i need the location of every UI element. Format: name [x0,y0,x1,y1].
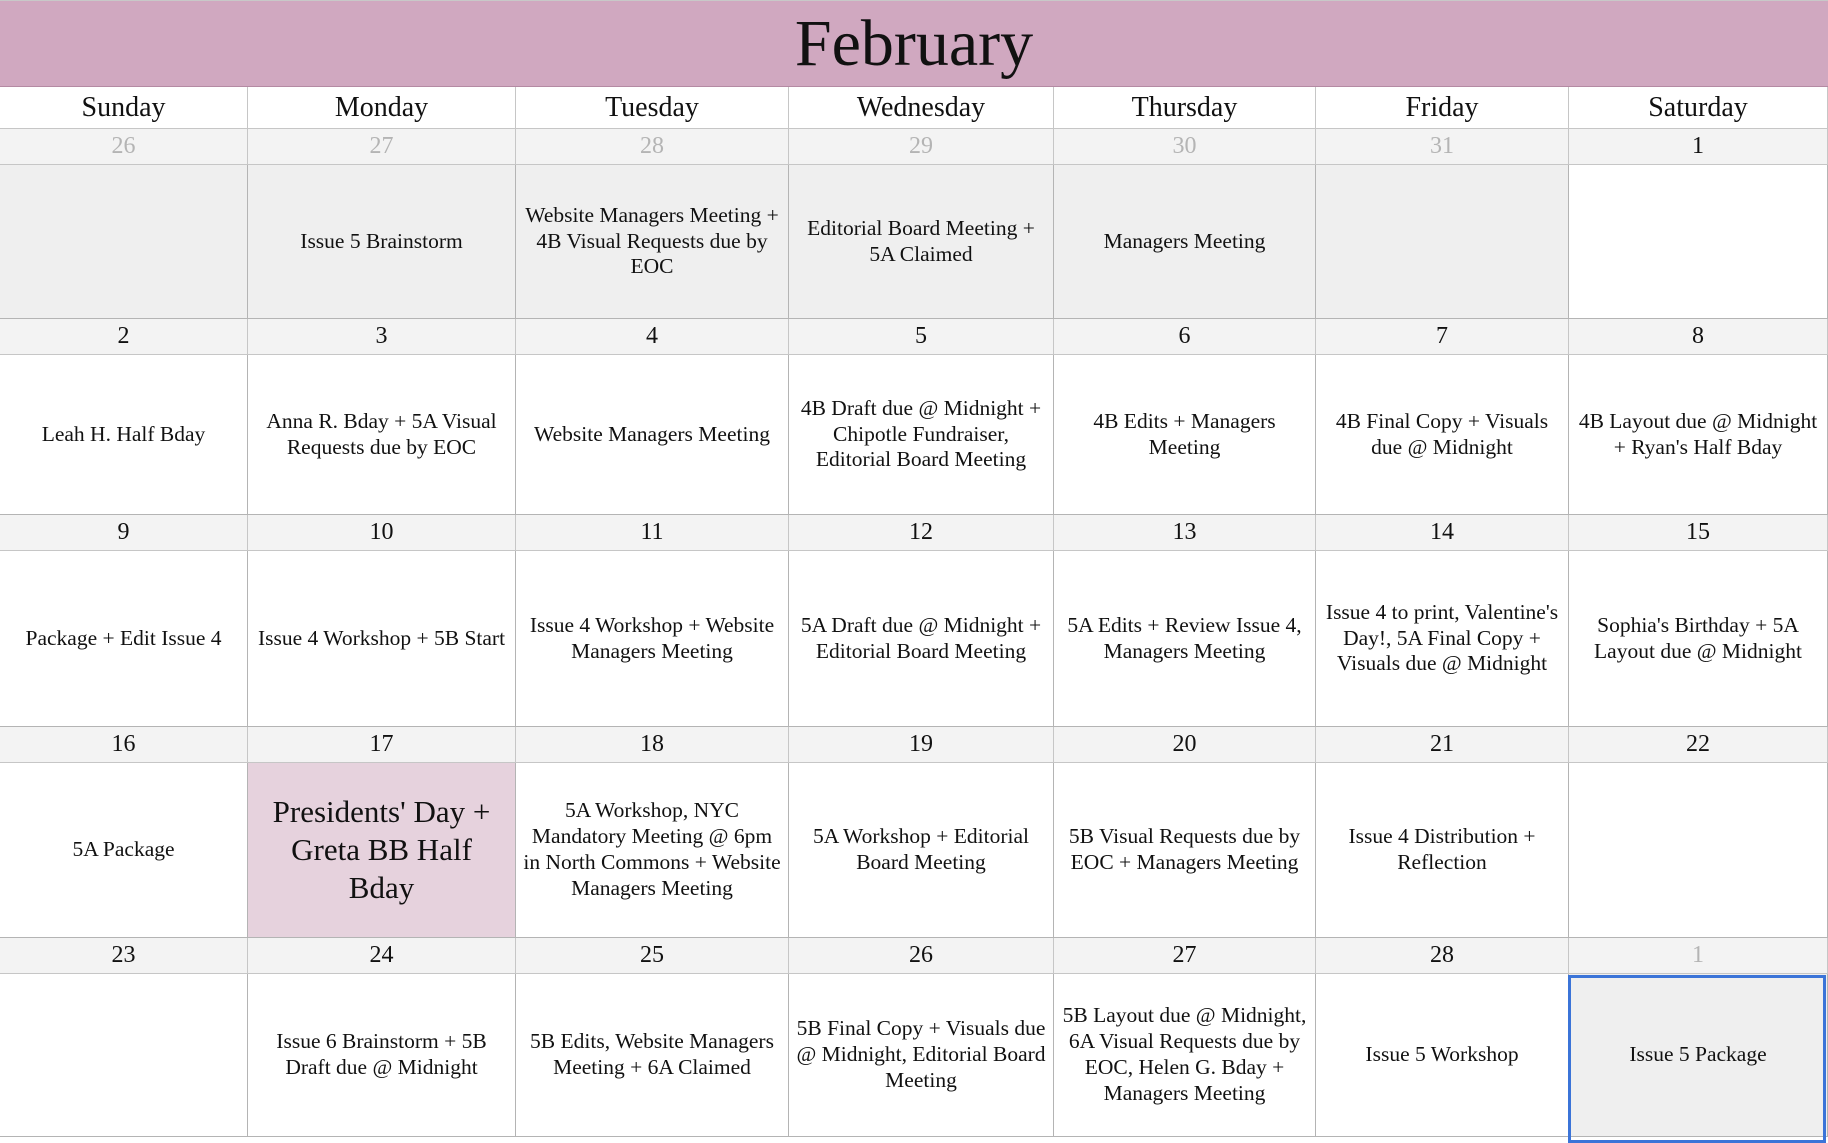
event-cell[interactable]: 4B Draft due @ Midnight + Chipotle Fundraiser, Editorial Board Meeting [789,355,1054,515]
event-cell[interactable]: Editorial Board Meeting + 5A Claimed [789,165,1054,319]
date-cell[interactable]: 23 [0,938,248,974]
date-cell[interactable]: 26 [0,129,248,165]
date-cell[interactable]: 17 [248,727,516,763]
event-cell[interactable] [0,974,248,1137]
date-cell[interactable]: 27 [1054,938,1316,974]
date-cell[interactable]: 26 [789,938,1054,974]
event-cell[interactable]: Managers Meeting [1054,165,1316,319]
day-header-friday[interactable]: Friday [1316,87,1569,129]
date-cell[interactable]: 21 [1316,727,1569,763]
day-header-monday[interactable]: Monday [248,87,516,129]
event-cell[interactable]: 5A Edits + Review Issue 4, Managers Meeting [1054,551,1316,727]
day-header-wednesday[interactable]: Wednesday [789,87,1054,129]
event-cell[interactable]: Issue 5 Brainstorm [248,165,516,319]
event-cell[interactable]: 4B Final Copy + Visuals due @ Midnight [1316,355,1569,515]
date-cell[interactable]: 16 [0,727,248,763]
holiday-event-cell[interactable]: Presidents' Day + Greta BB Half Bday [248,763,516,938]
date-cell[interactable]: 30 [1054,129,1316,165]
date-cell[interactable]: 24 [248,938,516,974]
date-cell[interactable]: 11 [516,515,789,551]
event-cell[interactable]: 5A Draft due @ Midnight + Editorial Board Meeting [789,551,1054,727]
date-cell[interactable]: 27 [248,129,516,165]
event-cell[interactable]: Package + Edit Issue 4 [0,551,248,727]
event-cell[interactable]: Anna R. Bday + 5A Visual Requests due by EOC [248,355,516,515]
date-cell[interactable]: 1 [1569,129,1828,165]
day-header-sunday[interactable]: Sunday [0,87,248,129]
event-cell[interactable]: 5B Edits, Website Managers Meeting + 6A Claimed [516,974,789,1137]
event-cell[interactable]: 5B Visual Requests due by EOC + Managers Meeting [1054,763,1316,938]
month-title: February [0,1,1828,87]
event-cell[interactable]: Issue 4 Distribution + Reflection [1316,763,1569,938]
date-cell[interactable]: 14 [1316,515,1569,551]
date-cell[interactable]: 2 [0,319,248,355]
date-cell[interactable]: 22 [1569,727,1828,763]
event-cell[interactable]: 5A Package [0,763,248,938]
date-cell[interactable]: 8 [1569,319,1828,355]
date-cell[interactable]: 25 [516,938,789,974]
day-header-tuesday[interactable]: Tuesday [516,87,789,129]
event-cell[interactable]: Issue 5 Workshop [1316,974,1569,1137]
event-cell[interactable]: 4B Layout due @ Midnight + Ryan's Half Bday [1569,355,1828,515]
event-cell[interactable]: Issue 4 Workshop + Website Managers Meeting [516,551,789,727]
date-cell[interactable]: 19 [789,727,1054,763]
date-cell[interactable]: 28 [1316,938,1569,974]
date-cell[interactable]: 10 [248,515,516,551]
event-cell[interactable]: Issue 4 to print, Valentine's Day!, 5A Final Copy + Visuals due @ Midnight [1316,551,1569,727]
date-cell[interactable]: 15 [1569,515,1828,551]
day-header-saturday[interactable]: Saturday [1569,87,1828,129]
date-cell[interactable]: 13 [1054,515,1316,551]
date-cell[interactable]: 5 [789,319,1054,355]
event-cell[interactable]: 5B Final Copy + Visuals due @ Midnight, Editorial Board Meeting [789,974,1054,1137]
event-cell[interactable]: Sophia's Birthday + 5A Layout due @ Midnight [1569,551,1828,727]
date-cell[interactable]: 3 [248,319,516,355]
event-cell[interactable]: Website Managers Meeting [516,355,789,515]
event-cell[interactable]: 5A Workshop + Editorial Board Meeting [789,763,1054,938]
date-cell[interactable]: 6 [1054,319,1316,355]
date-cell[interactable]: 28 [516,129,789,165]
date-cell[interactable]: 4 [516,319,789,355]
event-cell[interactable]: Issue 6 Brainstorm + 5B Draft due @ Midnight [248,974,516,1137]
date-cell[interactable]: 29 [789,129,1054,165]
date-cell[interactable]: 18 [516,727,789,763]
event-cell[interactable]: Leah H. Half Bday [0,355,248,515]
date-cell[interactable]: 9 [0,515,248,551]
event-cell[interactable]: Issue 4 Workshop + 5B Start [248,551,516,727]
date-cell[interactable]: 1 [1569,938,1828,974]
event-cell[interactable] [0,165,248,319]
selected-event-cell[interactable]: Issue 5 Package [1569,974,1828,1137]
day-header-thursday[interactable]: Thursday [1054,87,1316,129]
event-cell[interactable] [1569,763,1828,938]
event-cell[interactable]: Website Managers Meeting + 4B Visual Requests due by EOC [516,165,789,319]
date-cell[interactable]: 31 [1316,129,1569,165]
date-cell[interactable]: 7 [1316,319,1569,355]
date-cell[interactable]: 12 [789,515,1054,551]
event-cell[interactable]: 4B Edits + Managers Meeting [1054,355,1316,515]
date-cell[interactable]: 20 [1054,727,1316,763]
event-cell[interactable] [1316,165,1569,319]
event-cell[interactable] [1569,165,1828,319]
event-cell[interactable]: 5A Workshop, NYC Mandatory Meeting @ 6pm in North Commons + Website Managers Meeting [516,763,789,938]
event-cell[interactable]: 5B Layout due @ Midnight, 6A Visual Requests due by EOC, Helen G. Bday + Managers Meeting [1054,974,1316,1137]
